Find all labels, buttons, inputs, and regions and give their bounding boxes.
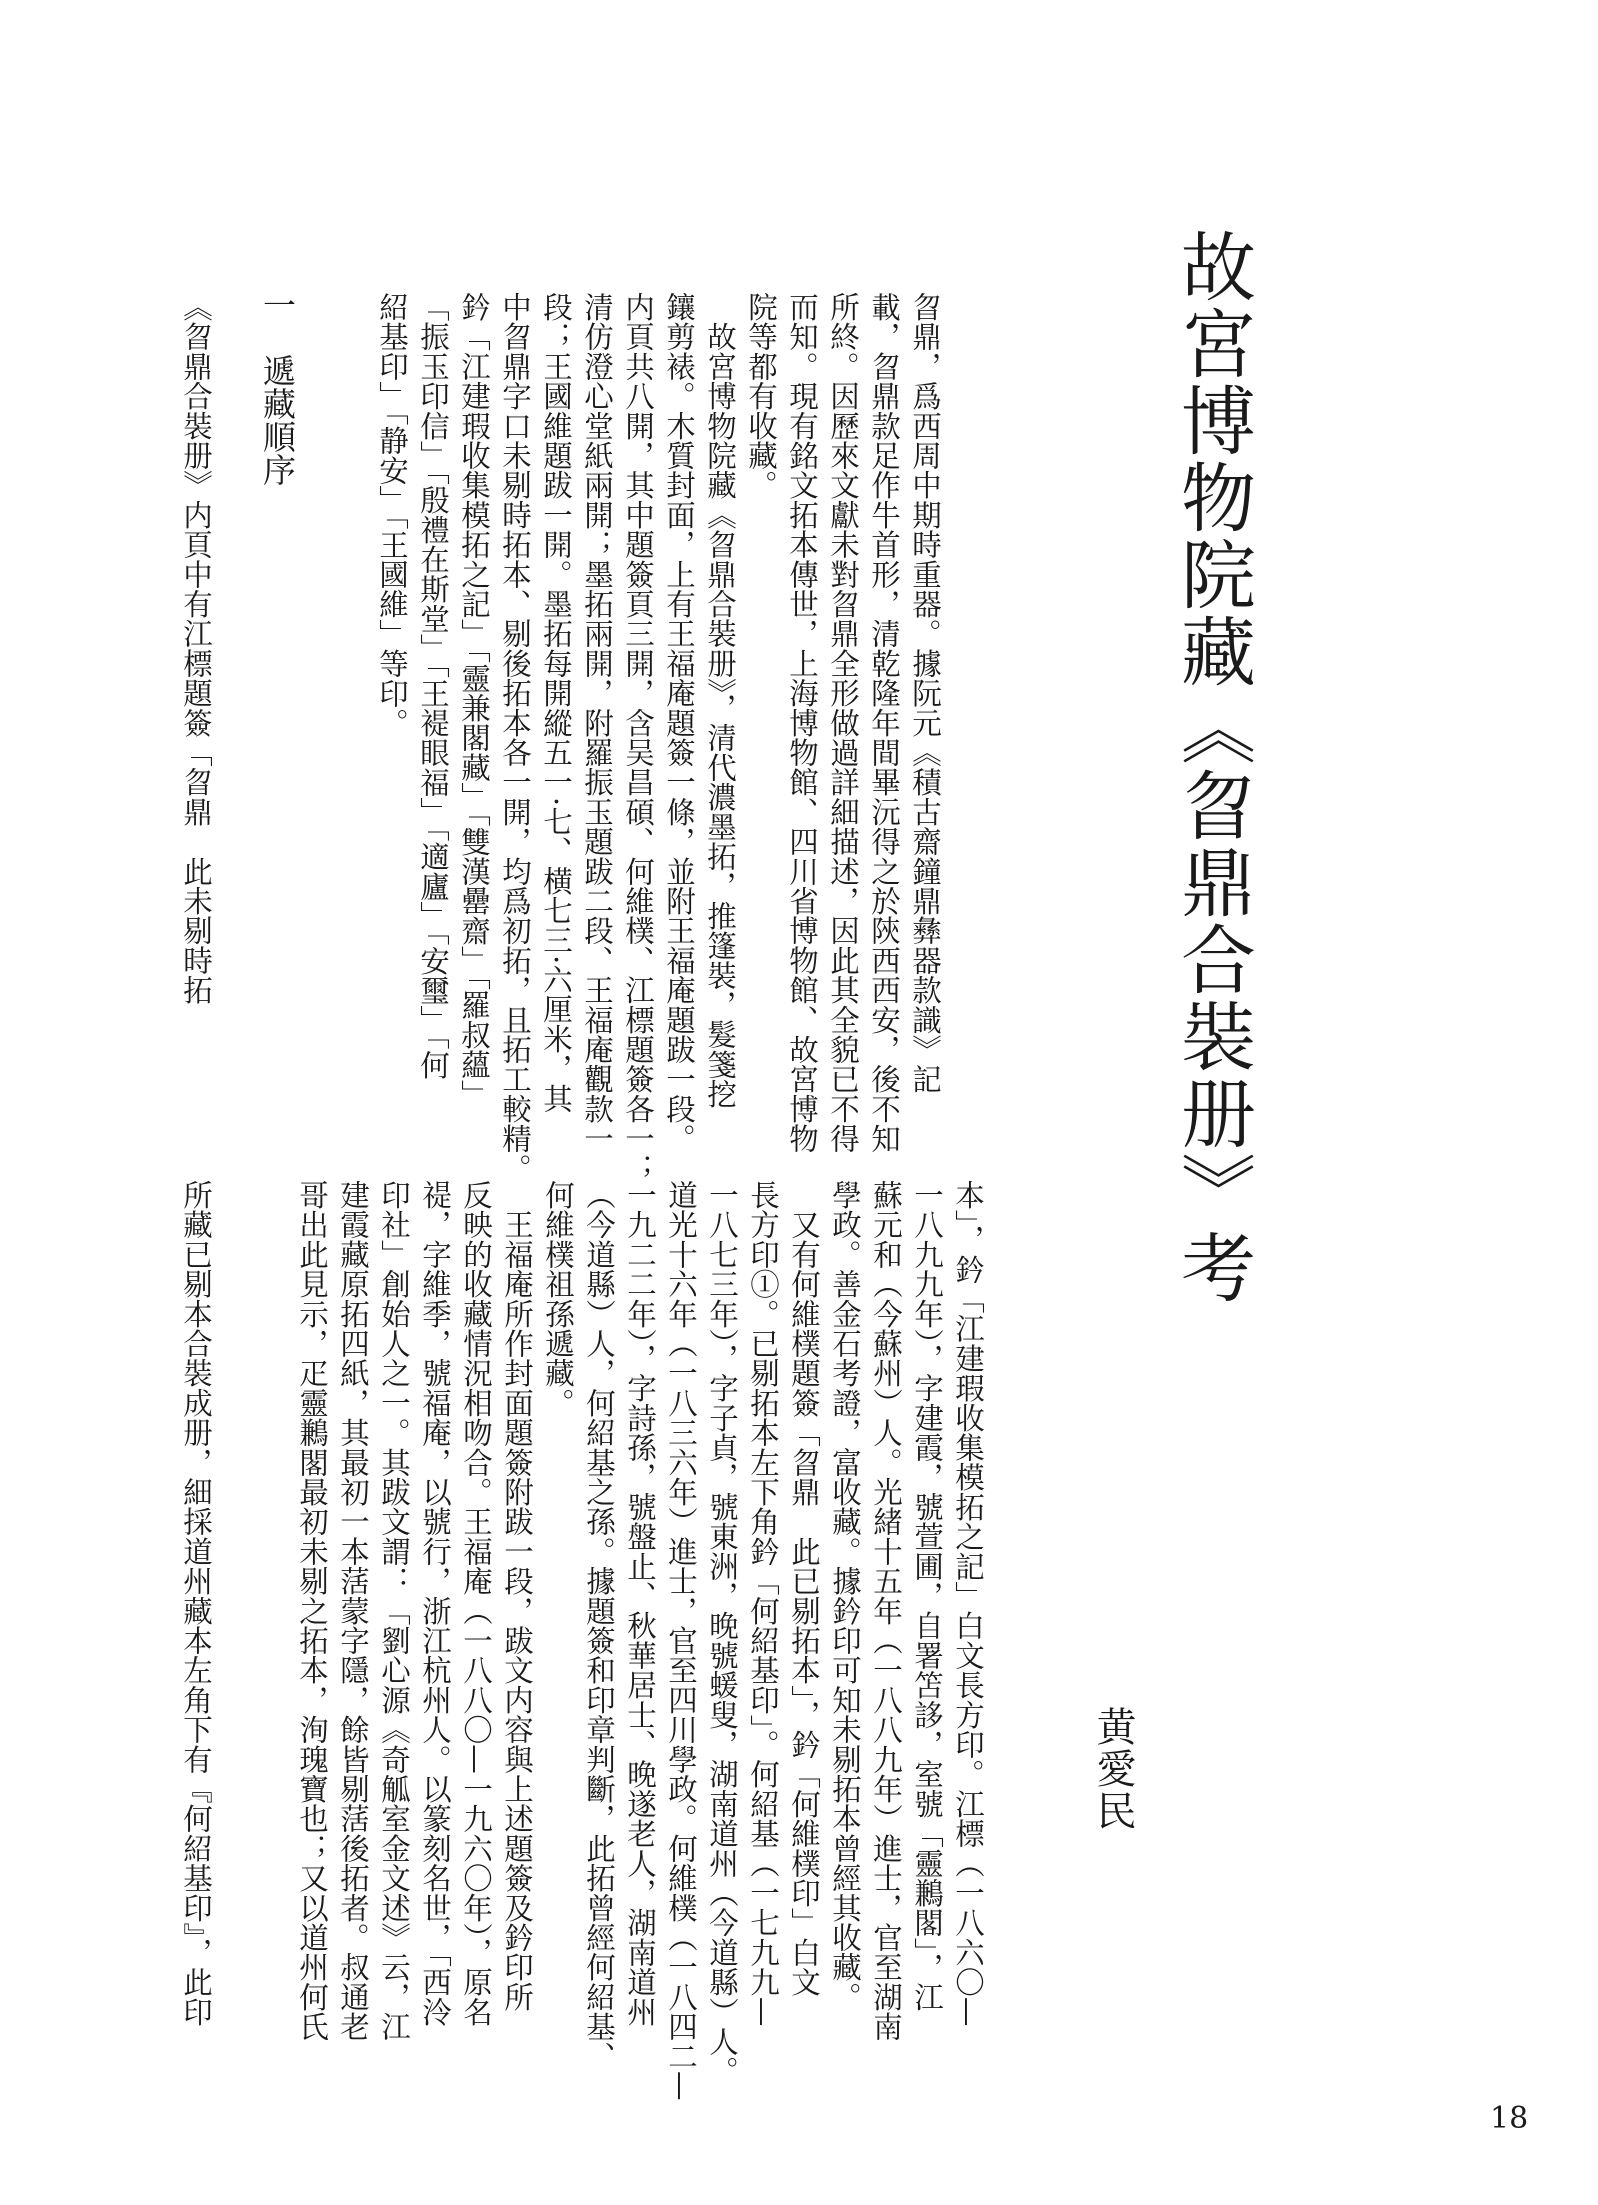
body-column: 一八九九年），字建霞，號萱圃，自署笘誃，室號「靈鶼閣」，江 xyxy=(910,1180,944,2012)
body-column: 建霞藏原拓四紙，其最初一本萿蒙字隱，餘皆剔萿後拓者。叔通老 xyxy=(336,1180,370,2042)
body-column: 鑲剪裱。木質封面，上有王福庵題簽一條，並附王福庵題跋一段。 xyxy=(662,292,696,1154)
body-column: 院等都有收藏。 xyxy=(744,292,778,500)
section-heading: 一 遞藏順序 xyxy=(258,288,297,486)
body-column: 一八七三年），字子貞，號東洲，晚號蝯叟，湖南道州（今道縣）人。 xyxy=(705,1180,739,2086)
body-column: 禔，字維季，號福庵，以號行，浙江杭州人。以篆刻名世，「西泠 xyxy=(418,1180,452,2027)
body-column: 所藏已剔本合裝成册，細採道州藏本左角下有『何紹基印』，此印 xyxy=(179,1180,213,2027)
body-column: 鈐「江建瑕收集模拓之記」「靈兼閣藏」「雙漢罍齋」「羅叔蘊」 xyxy=(457,292,491,1110)
page-title: 故宮博物院藏《曶鼎合裝册》考 xyxy=(1169,228,1257,1306)
body-column: 中曶鼎字口未剔時拓本、剔後拓本各一開，均爲初拓，且拓工較精。 xyxy=(498,292,532,1183)
body-column: （今道縣）人，何紹基之孫。據題簽和印章判斷，此拓曾經何紹基、 xyxy=(582,1180,616,2071)
body-column: 内頁共八開，其中題簽頁三開，含吴昌碩、何維樸、江標題簽各一； xyxy=(621,292,655,1183)
body-column: 長方印①。已剔拓本左下角鈐「何紹基印」。何紹基（一七九九— xyxy=(746,1180,780,2027)
page-number: 18 xyxy=(1490,2101,1529,2136)
body-column: 而知。現有銘文拓本傳世，上海博物館、四川省博物館、故宮博物 xyxy=(785,292,819,1154)
body-column: 哥出此見示，疋靈鶼閣最初未剔之拓本，洵瑰寶也；又以道州何氏 xyxy=(295,1180,329,2042)
body-column: 一九二二年），字詩孫，號盤止、秋華居士、晚遂老人，湖南道州 xyxy=(623,1180,657,2027)
author-name: 黄愛民 xyxy=(1090,1706,1136,1832)
body-column: 紹基印」「静安」「王國維」等印。 xyxy=(375,292,409,738)
body-column: 清仿澄心堂紙兩開；墨拓兩開，附羅振玉題跋二段、王福庵觀款一 xyxy=(580,292,614,1154)
body-column: 本」，鈐「江建瑕收集模拓之記」白文長方印。江標（一八六〇— xyxy=(951,1180,985,2027)
body-column: 故宮博物院藏《曶鼎合裝册》，清代濃墨拓，推篷裝，髮箋挖 xyxy=(703,292,737,1109)
body-column: 又有何維樸題簽「曶鼎 此已剔拓本」，鈐「何維樸印」白文 xyxy=(787,1180,821,1997)
body-column: 反映的收藏情況相吻合。王福庵（一八八〇—一九六〇年），原名 xyxy=(459,1180,493,2027)
body-column: 所終。因歷來文獻未對曶鼎全形做過詳細描述，因此其全貌已不得 xyxy=(826,292,860,1154)
body-column: 何維樸祖孫遞藏。 xyxy=(541,1180,575,1418)
body-column: 學政。善金石考證，富收藏。據鈐印可知未剔拓本曾經其收藏。 xyxy=(828,1180,862,2012)
body-column: 道光十六年（一八三六年）進士，官至四川學政。何維樸（一八四二— xyxy=(664,1180,698,2101)
body-column: 王福庵所作封面題簽附跋一段，跋文内容與上述題簽及鈐印所 xyxy=(500,1180,534,2012)
body-column: 曶鼎，爲西周中期時重器。據阮元《積古齋鐘鼎彝器款識》記 xyxy=(908,292,942,1094)
body-column: 印社」創始人之一。其跋文謂：「劉心源《奇觚室金文述》云，江 xyxy=(377,1180,411,2042)
body-column: 《曶鼎合裝册》内頁中有江標題簽「曶鼎 此未剔時拓 xyxy=(179,292,213,1005)
body-column: 載，曶鼎款足作牛首形，清乾隆年間畢沅得之於陝西西安，後不知 xyxy=(867,292,901,1154)
body-column: 「振玉印信」「殷禮在斯堂」「王褆眼福」「適廬」「安璽」「何 xyxy=(416,292,450,1080)
body-column: 段；王國維題跋一開。墨拓每開縱五一·七、横七三·六厘米，其 xyxy=(539,292,573,1114)
body-column: 蘇元和（今蘇州）人。光緒十五年（一八八九年）進士，官至湖南 xyxy=(869,1180,903,2042)
